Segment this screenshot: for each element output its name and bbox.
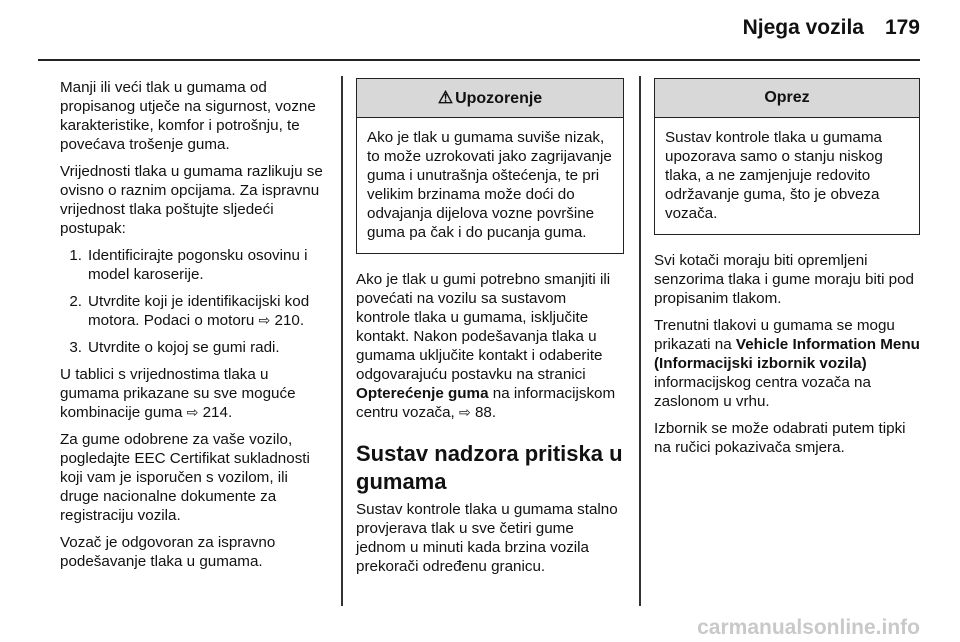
procedure-step-3 — [60, 338, 328, 357]
section-heading: Sustav nadzora pritiska u gumama — [356, 441, 623, 494]
procedure-steps — [60, 246, 328, 357]
header-title: Njega vozila — [742, 16, 864, 39]
warning-triangle-icon: ⚠ — [437, 88, 454, 107]
step-number: 3. — [69, 339, 82, 356]
paragraph-pressure-procedure: Vrijednosti tlaka u gumama razlikuju se ovisno o raznim opcijama. Za ispravnu vrijednost tlaka poštujte sljedeći postupak: — [60, 163, 323, 237]
procedure-step-2 — [60, 292, 328, 330]
procedure-step-1 — [60, 246, 328, 284]
page-ref-arrow-icon: ⇨ — [186, 404, 199, 420]
column-2 — [356, 78, 624, 584]
step-number: 2. — [69, 293, 82, 310]
warning-header — [357, 79, 623, 118]
header-rule — [38, 59, 920, 61]
column-divider-right — [639, 76, 641, 606]
watermark: carmanualsonline.info — [697, 616, 920, 639]
column-1 — [60, 78, 328, 579]
menu-item-tyre-load: Opterećenje guma — [356, 385, 489, 402]
page-ref[interactable]: 88. — [474, 404, 497, 421]
paragraph-tyre-pressure-effects: Manji ili veći tlak u gumama od propisanog utječe na sigurnost, vozne karakteristike, komfor i potrošnju, te povećava trošenje guma. — [60, 79, 316, 153]
paragraph-driver-responsibility: Vozač je odgovoran za ispravno podešavanje tlaka u gumama. — [60, 534, 276, 570]
step-text: Utvrdite koji je identifikacijski kod motora. Podaci o motoru ⇨ 210. — [88, 293, 310, 329]
caution-body: Sustav kontrole tlaka u gumama upozorava samo o stanju niskog tlaka, a ne zamjenjuje redovito održavanje guma, što je obveza vozača. — [665, 129, 883, 222]
page-ref-arrow-icon: ⇨ — [459, 404, 471, 420]
paragraph-adjust-pressure: Ako je tlak u gumi potrebno smanjiti ili povećati na vozilu sa sustavom kontrole tlaka u gumama, isključite kontakt. Nakon podešavanja tlaka u gumama uključite kontakt i odaberite odgovarajuću postavku na stranici Opterećenje guma na informacijskom centru vozača, ⇨ 88. — [356, 271, 616, 421]
paragraph-menu-selection: Izbornik se može odabrati putem tipki na ručici pokazivača smjera. — [654, 420, 906, 456]
page-ref[interactable]: 210. — [274, 312, 305, 329]
column-3 — [654, 78, 924, 465]
paragraph-eec-certificate: Za gume odobrene za vaše vozilo, pogledajte EEC Certifikat sukladnosti koji vam je isporučen s vozilom, ili druge nacionalne dokumente za registraciju vozila. — [60, 431, 310, 524]
warning-box — [356, 78, 624, 254]
page-ref[interactable]: 214. — [202, 404, 233, 421]
step-text: Identificirajte pogonsku osovinu i model karoserije. — [88, 247, 308, 283]
step-number: 1. — [69, 247, 82, 264]
caution-header: Oprez — [655, 79, 919, 118]
paragraph-display-pressures: Trenutni tlakovi u gumama se mogu prikazati na Vehicle Information Menu (Informacijski izbornik vozila) informacijskog centra vozača na zaslonom u vrhu. — [654, 317, 920, 410]
menu-item-vehicle-information: Vehicle Information Menu (Informacijski izbornik vozila) — [654, 336, 920, 372]
page-number: 179 — [884, 16, 920, 39]
step-text: Utvrdite o kojoj se gumi radi. — [88, 339, 280, 356]
column-divider-left — [341, 76, 343, 606]
warning-body: Ako je tlak u gumama suviše nizak, to može uzrokovati jako zagrijavanje guma i unutrašnja oštećenja, te pri velikim brzinama može doći do odvajanja dijelova vozne površine guma pa čak i do pucanja guma. — [367, 129, 612, 241]
paragraph-pressure-table: U tablici s vrijednostima tlaka u gumama prikazane su sve moguće kombinacije guma ⇨ 214. — [60, 366, 296, 421]
paragraph-sensors: Svi kotači moraju biti opremljeni senzorima tlaka i gume moraju biti pod propisanim tlakom. — [654, 252, 914, 307]
caution-box — [654, 78, 920, 235]
warning-title: Upozorenje — [455, 90, 543, 107]
paragraph-system-description: Sustav kontrole tlaka u gumama stalno provjerava tlak u sve četiri gume jednom u minuti kada brzina vozila prekorači određenu granicu. — [356, 501, 618, 575]
page-ref-arrow-icon: ⇨ — [258, 312, 271, 328]
